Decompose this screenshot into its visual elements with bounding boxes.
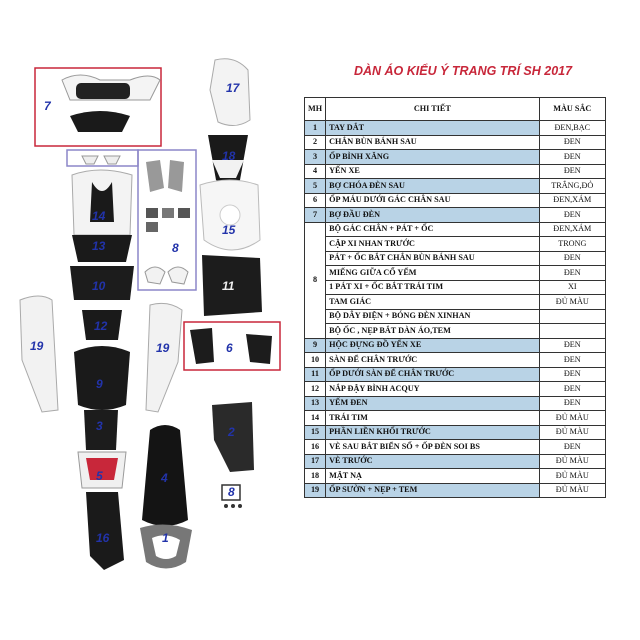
table-row — [305, 121, 606, 136]
parts-diagram — [0, 0, 300, 640]
row-number: 12 — [305, 382, 326, 397]
row-detail: SÀN ĐỂ CHÂN TRƯỚC — [326, 353, 539, 368]
header-color: MÀU SẮC — [539, 98, 605, 121]
row-number: 19 — [305, 483, 326, 498]
row-detail: VÈ TRƯỚC — [326, 454, 539, 469]
part-label-7: 7 — [44, 99, 51, 113]
table-row — [305, 237, 606, 252]
row-color: ĐEN — [539, 135, 605, 150]
part-label-19-left: 19 — [30, 339, 44, 353]
part-label-5: 5 — [96, 469, 103, 483]
parts-table — [304, 97, 606, 498]
table-body — [305, 121, 606, 498]
row-detail: BỘ GÁC CHÂN + PÁT + ỐC — [326, 222, 539, 237]
table-row — [305, 483, 606, 498]
row-color: TRONG — [539, 237, 605, 252]
row-color — [539, 324, 605, 339]
part-7-headlight-cover — [62, 75, 160, 132]
part-8-box — [138, 150, 196, 290]
row-color: ĐỦ MÀU — [539, 295, 605, 310]
table-row — [305, 440, 606, 455]
table-row — [305, 353, 606, 368]
table-row — [305, 135, 606, 150]
row-detail: MIẾNG GIỮA CỔ YẾM — [326, 266, 539, 281]
row-number: 1 — [305, 121, 326, 136]
table-row — [305, 193, 606, 208]
row-detail: PHẦN LIỀN KHỐI TRƯỚC — [326, 425, 539, 440]
table-row — [305, 179, 606, 194]
row-number: 2 — [305, 135, 326, 150]
row-detail: 1 PÁT XI + ỐC BẮT TRÁI TIM — [326, 280, 539, 295]
row-detail: BỘ DÂY ĐIỆN + BÓNG ĐÈN XINHAN — [326, 309, 539, 324]
row-color: ĐỦ MÀU — [539, 483, 605, 498]
row-color: ĐEN,XÁM — [539, 222, 605, 237]
part-label-19-right: 19 — [156, 341, 170, 355]
table-row — [305, 266, 606, 281]
table-row — [305, 150, 606, 165]
row-detail: ỐP BÌNH XĂNG — [326, 150, 539, 165]
row-number: 7 — [305, 208, 326, 223]
row-number: 18 — [305, 469, 326, 484]
row-color: ĐỦ MÀU — [539, 425, 605, 440]
part-label-8-bottom: 8 — [228, 485, 235, 499]
table-row — [305, 367, 606, 382]
row-detail: YẾN XE — [326, 164, 539, 179]
header-mh: MH — [305, 98, 326, 121]
table-row — [305, 280, 606, 295]
page-title: DÀN ÁO KIỂU Ý TRANG TRÍ SH 2017 — [353, 64, 573, 78]
row-number: 15 — [305, 425, 326, 440]
part-label-16: 16 — [96, 531, 110, 545]
table-row — [305, 251, 606, 266]
row-color: ĐEN — [539, 164, 605, 179]
row-color: TRẮNG,ĐỎ — [539, 179, 605, 194]
row-color: ĐEN,BẠC — [539, 121, 605, 136]
row-detail: BỢ ĐẦU ĐÈN — [326, 208, 539, 223]
table-row — [305, 411, 606, 426]
table-header-row — [305, 98, 606, 121]
table-row — [305, 295, 606, 310]
part-label-6: 6 — [226, 341, 233, 355]
part-label-2: 2 — [228, 425, 235, 439]
row-detail: ỐP SƯỜN + NẸP + TEM — [326, 483, 539, 498]
row-number: 17 — [305, 454, 326, 469]
row-color: ĐEN — [539, 353, 605, 368]
row-color — [539, 309, 605, 324]
part-label-14: 14 — [92, 209, 106, 223]
row-number: 9 — [305, 338, 326, 353]
row-color: ĐỦ MÀU — [539, 469, 605, 484]
row-color: ĐỦ MÀU — [539, 454, 605, 469]
part-19-side-cover-left — [20, 296, 58, 412]
row-detail: PÁT + ỐC BẮT CHẮN BÙN BÁNH SAU — [326, 251, 539, 266]
row-detail: CẶP XI NHAN TRƯỚC — [326, 237, 539, 252]
row-detail: MẶT NẠ — [326, 469, 539, 484]
part-label-4: 4 — [161, 471, 168, 485]
table-row — [305, 324, 606, 339]
table-row — [305, 469, 606, 484]
row-detail: CHẮN BÙN BÁNH SAU — [326, 135, 539, 150]
table-row — [305, 164, 606, 179]
part-label-3: 3 — [96, 419, 103, 433]
table-row — [305, 396, 606, 411]
table-row — [305, 222, 606, 237]
part-label-18: 18 — [222, 149, 236, 163]
part-label-1: 1 — [162, 531, 169, 545]
row-detail: TAY DẮT — [326, 121, 539, 136]
row-color: ĐEN — [539, 396, 605, 411]
row-color: ĐỦ MÀU — [539, 411, 605, 426]
row-detail: BỘ ỐC , NẸP BẮT DÀN ÁO,TEM — [326, 324, 539, 339]
row-number: 11 — [305, 367, 326, 382]
row-detail: YẾM ĐEN — [326, 396, 539, 411]
row-color: ĐEN — [539, 251, 605, 266]
row-number: 3 — [305, 150, 326, 165]
row-color: XI — [539, 280, 605, 295]
part-label-17: 17 — [226, 81, 240, 95]
table-row — [305, 425, 606, 440]
row-number: 8 — [305, 222, 326, 338]
table-row — [305, 454, 606, 469]
row-detail: ỐP MÁU DƯỚI GÁC CHÂN SAU — [326, 193, 539, 208]
row-number: 10 — [305, 353, 326, 368]
row-number: 6 — [305, 193, 326, 208]
table-row — [305, 338, 606, 353]
row-detail: VÈ SAU BẮT BIỂN SỐ + ỐP ĐÈN SOI BS — [326, 440, 539, 455]
part-label-15: 15 — [222, 223, 236, 237]
row-detail: ỐP DƯỚI SÀN ĐỂ CHÂN TRƯỚC — [326, 367, 539, 382]
table-row — [305, 208, 606, 223]
part-label-11: 11 — [222, 279, 235, 293]
part-label-13: 13 — [92, 239, 106, 253]
part-label-10: 10 — [92, 279, 106, 293]
row-color: ĐEN — [539, 440, 605, 455]
part-19-side-cover-right — [146, 303, 182, 412]
part-label-8-top: 8 — [172, 241, 179, 255]
row-number: 5 — [305, 179, 326, 194]
row-color: ĐEN — [539, 208, 605, 223]
header-detail: CHI TIẾT — [326, 98, 539, 121]
row-color: ĐEN — [539, 382, 605, 397]
table-row — [305, 309, 606, 324]
row-color: ĐEN — [539, 338, 605, 353]
row-color: ĐEN,XÁM — [539, 193, 605, 208]
row-color: ĐEN — [539, 367, 605, 382]
row-color: ĐEN — [539, 266, 605, 281]
row-number: 14 — [305, 411, 326, 426]
row-detail: TRÁI TIM — [326, 411, 539, 426]
row-number: 4 — [305, 164, 326, 179]
part-label-12: 12 — [94, 319, 108, 333]
table-row — [305, 382, 606, 397]
row-detail: BỢ CHÓA ĐÈN SAU — [326, 179, 539, 194]
row-detail: TAM GIÁC — [326, 295, 539, 310]
row-detail: HỘC ĐỰNG ĐỒ YẾN XE — [326, 338, 539, 353]
row-number: 16 — [305, 440, 326, 455]
row-number: 13 — [305, 396, 326, 411]
row-color: ĐEN — [539, 150, 605, 165]
part-label-9: 9 — [96, 377, 103, 391]
row-detail: NẮP ĐẬY BÌNH ACQUY — [326, 382, 539, 397]
